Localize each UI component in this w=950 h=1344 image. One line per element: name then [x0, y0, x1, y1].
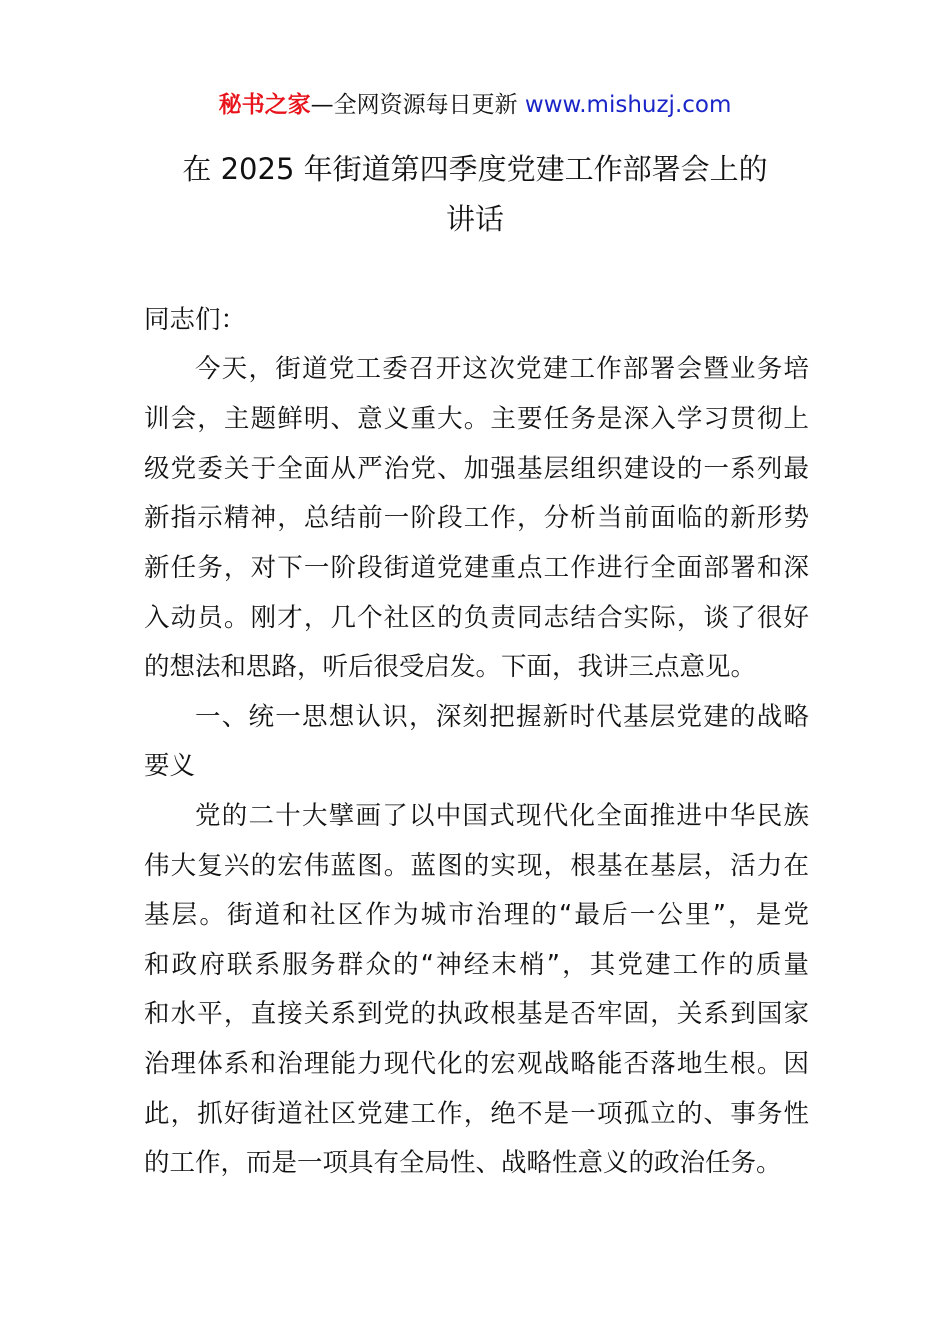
document-title-line-1: 在 2025 年街道第四季度党建工作部署会上的 [182, 152, 768, 186]
paragraph-line: 入动员。刚才，几个社区的负责同志结合实际，谈了很好 [144, 603, 809, 633]
paragraph-line: 此，抓好街道社区党建工作，绝不是一项孤立的、事务性 [144, 1099, 809, 1129]
paragraph-line: 治理体系和治理能力现代化的宏观战略能否落地生根。因 [144, 1049, 809, 1079]
paragraph-line: 今天，街道党工委召开这次党建工作部署会暨业务培 [195, 354, 809, 384]
paragraph-line: 级党委关于全面从严治党、加强基层组织建设的一系列最 [144, 454, 809, 484]
section-heading-line: 一、统一思想认识，深刻把握新时代基层党建的战略 [195, 702, 809, 732]
document-title-line-2: 讲话 [445, 202, 504, 236]
paragraph-line: 的工作，而是一项具有全局性、战略性意义的政治任务。 [144, 1148, 782, 1178]
paragraph-line: 新任务，对下一阶段街道党建重点工作进行全面部署和深 [144, 553, 809, 583]
paragraph-line: 和政府联系服务群众的“神经末梢”，其党建工作的质量 [144, 950, 809, 980]
paragraph-line: 和水平，直接关系到党的执政根基是否牢固，关系到国家 [144, 999, 809, 1029]
site-header [0, 88, 950, 122]
paragraph-line: 基层。街道和社区作为城市治理的“最后一公里”，是党 [144, 900, 809, 930]
paragraph-line: 的想法和思路，听后很受启发。下面，我讲三点意见。 [144, 652, 757, 682]
brand-name: 秘书之家 [218, 92, 311, 118]
salutation: 同志们： [144, 305, 247, 335]
site-url-link[interactable]: www.mishuzj.com [524, 92, 732, 118]
paragraph-line: 训会，主题鲜明、意义重大。主要任务是深入学习贯彻上 [144, 404, 809, 434]
header-tagline: —全网资源每日更新 [310, 92, 518, 118]
section-heading-line: 要义 [144, 751, 196, 781]
paragraph-line: 党的二十大擘画了以中国式现代化全面推进中华民族 [195, 801, 809, 831]
paragraph-line: 新指示精神，总结前一阶段工作，分析当前面临的新形势 [144, 503, 809, 533]
paragraph-line: 伟大复兴的宏伟蓝图。蓝图的实现，根基在基层，活力在 [144, 851, 809, 881]
